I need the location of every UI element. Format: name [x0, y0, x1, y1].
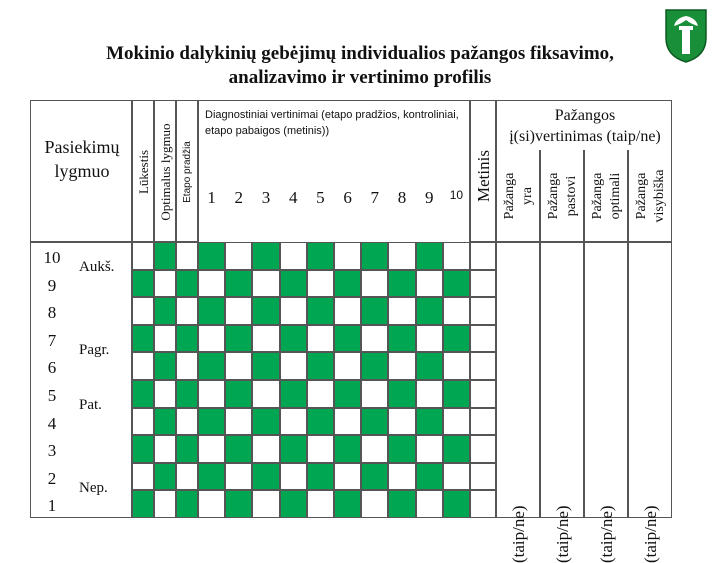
level-number: 6 [47, 358, 57, 378]
grid-cell-filled[interactable] [443, 270, 470, 298]
grid-cell[interactable] [443, 242, 470, 270]
grid-cell-filled[interactable] [361, 463, 388, 491]
grid-cell[interactable] [176, 408, 198, 436]
grid-cell-filled[interactable] [280, 435, 307, 463]
grid-cell-filled[interactable] [154, 297, 176, 325]
level-name: Aukš. [79, 259, 115, 275]
grid-cell-filled[interactable] [132, 435, 154, 463]
lukestis-header-cell [132, 100, 154, 242]
grid-cell-filled[interactable] [443, 325, 470, 353]
lukestis-label: Lūkestis [136, 149, 151, 195]
progress-assessment-label: Pažangos į(si)vertinimas (taip/ne) [509, 107, 661, 145]
grid-cell-filled[interactable] [198, 463, 225, 491]
grid-cell[interactable] [470, 380, 496, 408]
grid-cell[interactable] [334, 352, 361, 380]
grid-cell[interactable] [280, 408, 307, 436]
progress-col-label [497, 150, 541, 242]
grid-cell-filled[interactable] [280, 325, 307, 353]
grid-cell[interactable] [361, 435, 388, 463]
grid-cell-filled[interactable] [307, 463, 334, 491]
assessment-number: 5 [316, 188, 325, 207]
taip-ne-label: (taip/ne) [509, 505, 528, 563]
progress-col-label-line1: Pažanga [546, 172, 561, 220]
page-title [60, 42, 660, 90]
grid-cell[interactable] [443, 352, 470, 380]
grid-cell-filled[interactable] [252, 352, 279, 380]
progress-col-header [584, 150, 628, 242]
grid-cell[interactable] [132, 463, 154, 491]
assessment-number: 7 [370, 188, 380, 207]
grid-cell[interactable] [443, 408, 470, 436]
progress-col-header [496, 150, 540, 242]
grid-cell-filled[interactable] [334, 380, 361, 408]
grid-cell[interactable] [470, 242, 496, 270]
grid-cell-filled[interactable] [198, 408, 225, 436]
progress-answer-cell[interactable] [584, 242, 628, 563]
level-number: 8 [47, 303, 57, 323]
progress-col-label-line1: Pažanga [590, 172, 605, 220]
level-number: 10 [43, 248, 61, 267]
grid-cell-filled[interactable] [154, 242, 176, 270]
grid-cell-filled[interactable] [307, 352, 334, 380]
grid-cell[interactable] [388, 297, 415, 325]
annual-header-cell [470, 100, 496, 242]
levels-body-cell [30, 242, 132, 518]
diagnostic-header-cell [198, 100, 470, 242]
grid-cell[interactable] [361, 270, 388, 298]
progress-col-label-line2: optimali [608, 172, 623, 220]
assessment-number: 8 [397, 188, 407, 207]
grid-cell[interactable] [416, 325, 443, 353]
grid-cell-filled[interactable] [154, 463, 176, 491]
grid-cell-filled[interactable] [388, 270, 415, 298]
grid-cell-filled[interactable] [176, 380, 198, 408]
grid-cell[interactable] [443, 297, 470, 325]
grid-cell[interactable] [280, 463, 307, 491]
levels-header-cell [30, 100, 132, 242]
grid-cell-filled[interactable] [132, 325, 154, 353]
grid-cell[interactable] [225, 463, 252, 491]
grid-cell[interactable] [154, 325, 176, 353]
progress-answer-cell[interactable] [540, 242, 584, 563]
assessment-number: 3 [261, 188, 271, 207]
taip-ne-label: (taip/ne) [553, 505, 572, 563]
level-name: Nep. [79, 479, 108, 496]
taip-ne-label: (taip/ne) [597, 505, 616, 563]
grid-cell-filled[interactable] [225, 435, 252, 463]
grid-cell-filled[interactable] [416, 297, 443, 325]
title-line-1: Mokinio dalykinių gebėjimų individualios pažangos fiksavimo, [106, 43, 614, 64]
grid-cell[interactable] [307, 380, 334, 408]
grid-cell[interactable] [252, 270, 279, 298]
grid-cell[interactable] [361, 490, 388, 518]
grid-cell[interactable] [132, 242, 154, 270]
grid-cell-filled[interactable] [198, 352, 225, 380]
level-name: Pat. [79, 397, 102, 413]
progress-col-label-line1: Pažanga [502, 172, 517, 220]
grid-cell[interactable] [334, 242, 361, 270]
grid-cell[interactable] [176, 242, 198, 270]
level-number: 5 [47, 386, 57, 405]
grid-cell-filled[interactable] [176, 270, 198, 298]
grid-cell[interactable] [154, 270, 176, 298]
level-number: 1 [47, 496, 57, 516]
grid-cell-filled[interactable] [252, 242, 279, 270]
assessment-number: 6 [343, 188, 352, 207]
taip-ne-label: (taip/ne) [641, 505, 660, 563]
grid-cell-filled[interactable] [388, 435, 415, 463]
diagnostic-header-label: Diagnostiniai vertinimai (etapo pradžios, kontroliniai, etapo pabaigos (metinis)) [205, 109, 459, 137]
grid-cell[interactable] [198, 380, 225, 408]
grid-cell[interactable] [443, 463, 470, 491]
grid-cell[interactable] [154, 435, 176, 463]
grid-cell-filled[interactable] [132, 270, 154, 298]
level-number: 7 [47, 330, 57, 350]
grid-cell-filled[interactable] [388, 490, 415, 518]
grid-cell[interactable] [132, 297, 154, 325]
assessment-number: 4 [288, 188, 298, 207]
grid-cell[interactable] [154, 380, 176, 408]
grid-cell[interactable] [388, 463, 415, 491]
optimal-level-header-cell [154, 100, 176, 242]
assessment-number: 9 [424, 188, 434, 207]
grid-cell[interactable] [225, 297, 252, 325]
progress-col-label-line1: Pažanga [634, 172, 649, 220]
grid-cell[interactable] [470, 463, 496, 491]
grid-cell[interactable] [470, 352, 496, 380]
levels-header-label: Pasiekimų lygmuo [44, 137, 120, 181]
grid-cell[interactable] [225, 242, 252, 270]
progress-col-label [541, 150, 585, 242]
grid-cell-filled[interactable] [416, 463, 443, 491]
grid-cell[interactable] [252, 380, 279, 408]
grid-cell[interactable] [470, 325, 496, 353]
grid-cell-filled[interactable] [416, 242, 443, 270]
grid-cell[interactable] [132, 352, 154, 380]
level-number: 3 [47, 441, 57, 461]
progress-col-label-line2: pastovi [564, 175, 579, 217]
grid-cell-filled[interactable] [280, 270, 307, 298]
grid-cell-filled[interactable] [176, 435, 198, 463]
grid-cell[interactable] [416, 380, 443, 408]
grid-cell[interactable] [252, 435, 279, 463]
progress-col-header [540, 150, 584, 242]
progress-answer-cell[interactable] [628, 242, 672, 563]
grid-cell[interactable] [470, 408, 496, 436]
level-number: 9 [47, 275, 57, 295]
optimal-level-label: Optimalus lygmuo [158, 123, 173, 221]
grid-cell[interactable] [307, 270, 334, 298]
level-number: 4 [47, 413, 57, 433]
grid-cell[interactable] [416, 490, 443, 518]
grid-cell[interactable] [361, 325, 388, 353]
grid-cell[interactable] [416, 435, 443, 463]
grid-cell-filled[interactable] [176, 490, 198, 518]
grid-cell-filled[interactable] [225, 380, 252, 408]
grid-cell-filled[interactable] [154, 408, 176, 436]
assessment-number: 2 [234, 188, 244, 207]
grid-cell-filled[interactable] [388, 325, 415, 353]
grid-cell-filled[interactable] [361, 297, 388, 325]
grid-cell[interactable] [176, 352, 198, 380]
grid-cell[interactable] [198, 270, 225, 298]
grid-cell-filled[interactable] [443, 380, 470, 408]
grid-cell-filled[interactable] [334, 490, 361, 518]
level-number: 2 [47, 468, 57, 488]
grid-cell[interactable] [388, 352, 415, 380]
grid-cell[interactable] [470, 490, 496, 518]
grid-cell-filled[interactable] [176, 325, 198, 353]
grid-cell-filled[interactable] [225, 325, 252, 353]
grid-cell[interactable] [416, 270, 443, 298]
grid-cell[interactable] [198, 435, 225, 463]
grid-cell[interactable] [280, 242, 307, 270]
grid-cell-filled[interactable] [361, 242, 388, 270]
grid-cell[interactable] [470, 297, 496, 325]
grid-cell-filled[interactable] [225, 270, 252, 298]
grid-cell-filled[interactable] [416, 352, 443, 380]
grid-cell[interactable] [470, 435, 496, 463]
grid-cell-filled[interactable] [198, 297, 225, 325]
stage-start-label: Etapo pradžia [182, 141, 193, 203]
grid-cell[interactable] [198, 325, 225, 353]
level-name: Pagr. [79, 341, 110, 358]
grid-cell[interactable] [176, 463, 198, 491]
grid-cell-filled[interactable] [280, 490, 307, 518]
grid-cell-filled[interactable] [307, 408, 334, 436]
grid-cell-filled[interactable] [361, 408, 388, 436]
coat-of-arms-icon [664, 8, 708, 64]
grid-cell[interactable] [470, 270, 496, 298]
grid-cell-filled[interactable] [334, 270, 361, 298]
grid-cell[interactable] [307, 490, 334, 518]
grid-cell-filled[interactable] [361, 352, 388, 380]
grid-cell[interactable] [252, 490, 279, 518]
grid-cell-filled[interactable] [225, 490, 252, 518]
grid-cell[interactable] [307, 435, 334, 463]
annual-label: Metinis [474, 150, 493, 202]
grid-cell-filled[interactable] [132, 380, 154, 408]
assessment-number: 1 [207, 188, 216, 207]
grid-cell[interactable] [225, 352, 252, 380]
grid-cell[interactable] [198, 490, 225, 518]
grid-cell[interactable] [176, 297, 198, 325]
grid-cell-filled[interactable] [388, 380, 415, 408]
grid-cell-filled[interactable] [416, 408, 443, 436]
grid-cell-filled[interactable] [252, 297, 279, 325]
grid-cell-filled[interactable] [334, 435, 361, 463]
grid-cell[interactable] [132, 408, 154, 436]
assessment-number: 10 [449, 188, 464, 202]
grid-cell[interactable] [280, 297, 307, 325]
grid-cell[interactable] [388, 408, 415, 436]
grid-cell[interactable] [334, 408, 361, 436]
grid-cell[interactable] [388, 242, 415, 270]
grid-cell[interactable] [154, 490, 176, 518]
progress-col-label-line2: yra [520, 187, 535, 205]
grid-cell-filled[interactable] [443, 490, 470, 518]
grid-cell[interactable] [280, 352, 307, 380]
grid-cell-filled[interactable] [132, 490, 154, 518]
progress-answer-cell[interactable] [496, 242, 540, 563]
progress-col-header [628, 150, 672, 242]
grid-cell-filled[interactable] [252, 408, 279, 436]
grid-cell[interactable] [334, 463, 361, 491]
grid-cell-filled[interactable] [443, 435, 470, 463]
title-line-2: analizavimo ir vertinimo profilis [228, 67, 492, 88]
grid-cell-filled[interactable] [307, 297, 334, 325]
grid-cell[interactable] [361, 380, 388, 408]
grid-cell-filled[interactable] [280, 380, 307, 408]
progress-col-label [585, 150, 629, 242]
grid-cell[interactable] [334, 297, 361, 325]
grid-cell[interactable] [225, 408, 252, 436]
progress-assessment-header-cell [496, 100, 672, 150]
grid-cell[interactable] [307, 325, 334, 353]
grid-cell[interactable] [252, 325, 279, 353]
grid-cell-filled[interactable] [198, 242, 225, 270]
progress-col-label [629, 150, 673, 242]
progress-col-label-line2: visybiška [652, 169, 667, 223]
grid-cell-filled[interactable] [334, 325, 361, 353]
stage-start-header-cell [176, 100, 198, 242]
grid-cell-filled[interactable] [154, 352, 176, 380]
grid-cell-filled[interactable] [252, 463, 279, 491]
grid-cell-filled[interactable] [307, 242, 334, 270]
